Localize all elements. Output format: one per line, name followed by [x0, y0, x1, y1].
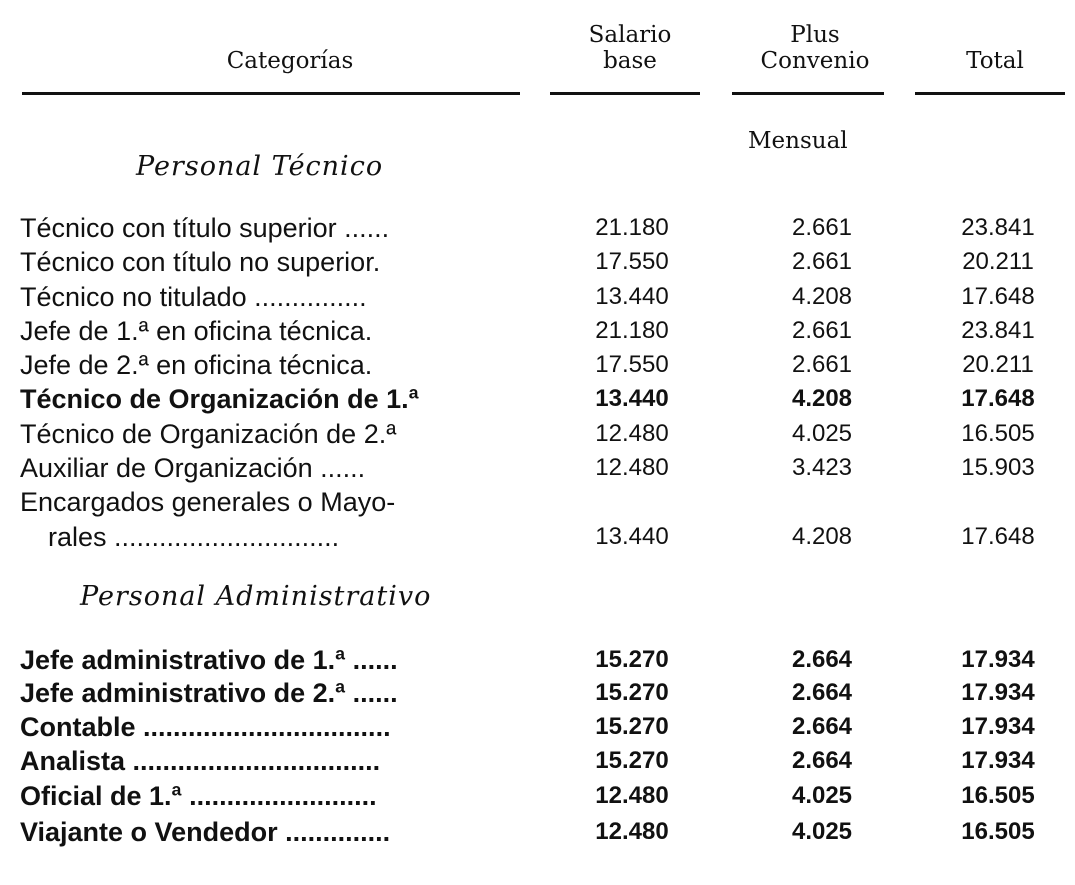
- cell-salario-base: 15.270: [595, 747, 669, 774]
- table-row: [0, 417, 1075, 451]
- cell-salario-base: 17.550: [595, 351, 669, 378]
- header-categories-label: Categorías: [226, 48, 354, 74]
- header-salario-line1: Salario: [588, 22, 672, 48]
- cell-total: 17.934: [961, 713, 1035, 740]
- header-plus-line2: Convenio: [760, 48, 870, 74]
- cell-total: 17.648: [961, 283, 1035, 310]
- header-rule-total: [915, 92, 1065, 95]
- row-category-continuation: rales ..............................: [48, 522, 340, 552]
- cell-total: 20.211: [962, 351, 1034, 378]
- cell-plus-convenio: 2.664: [791, 646, 853, 673]
- header-total: [930, 48, 1060, 74]
- table-row: [0, 710, 1075, 744]
- header-plus-line1: Plus: [790, 22, 840, 48]
- table-row: [0, 643, 1075, 677]
- unit-label-mensual: Mensual: [748, 128, 848, 154]
- table-row: [0, 676, 1075, 710]
- cell-plus-convenio: 4.025: [791, 782, 853, 809]
- cell-plus-convenio: 2.661: [791, 351, 853, 378]
- section-title-personal-tecnico: Personal Técnico: [136, 151, 384, 182]
- cell-salario-base: 15.270: [595, 679, 669, 706]
- row-category: Técnico con título superior ......: [20, 213, 390, 243]
- table-row: [0, 280, 1075, 314]
- cell-total: 17.934: [961, 747, 1035, 774]
- cell-plus-convenio: 2.664: [791, 679, 853, 706]
- row-category: Analista .................................: [20, 746, 381, 776]
- cell-total: 20.211: [962, 248, 1034, 275]
- cell-plus-convenio: 4.208: [791, 385, 853, 412]
- cell-plus-convenio: 3.423: [791, 454, 853, 481]
- cell-total: 17.934: [961, 646, 1035, 673]
- row-category: Jefe administrativo de 1.ª ......: [20, 645, 398, 675]
- cell-salario-base: 12.480: [595, 420, 669, 447]
- row-category: Auxiliar de Organización ......: [20, 453, 366, 483]
- header-salario-line2: base: [603, 48, 657, 74]
- cell-total: 17.934: [961, 679, 1035, 706]
- header-plus-convenio: [735, 22, 895, 74]
- cell-salario-base: 12.480: [595, 454, 669, 481]
- cell-salario-base: 12.480: [595, 818, 669, 845]
- cell-salario-base: 21.180: [595, 214, 669, 241]
- cell-salario-base: 13.440: [595, 523, 669, 550]
- row-category: Viajante o Vendedor ..............: [20, 817, 391, 847]
- row-category: Jefe administrativo de 2.ª ......: [20, 678, 398, 708]
- table-row: [0, 211, 1075, 245]
- cell-salario-base: 13.440: [595, 283, 669, 310]
- row-category: Técnico no titulado ...............: [20, 282, 367, 312]
- cell-salario-base: 21.180: [595, 317, 669, 344]
- header-rule-categories: [22, 92, 520, 95]
- cell-plus-convenio: 2.664: [791, 713, 853, 740]
- header-total-label: Total: [966, 48, 1024, 74]
- table-row: [0, 382, 1075, 416]
- table-row: [0, 348, 1075, 382]
- cell-total: 16.505: [961, 818, 1035, 845]
- row-category: Jefe de 2.ª en oficina técnica.: [20, 350, 373, 380]
- row-category: Técnico con título no superior.: [20, 247, 381, 277]
- row-category: Encargados generales o Mayo-: [20, 487, 396, 517]
- cell-salario-base: 17.550: [595, 248, 669, 275]
- table-row: [0, 779, 1075, 813]
- header-rule-plus: [732, 92, 884, 95]
- table-row: [0, 744, 1075, 778]
- cell-total: 15.903: [961, 454, 1035, 481]
- cell-plus-convenio: 4.025: [791, 420, 853, 447]
- cell-plus-convenio: 2.661: [791, 248, 853, 275]
- cell-total: 17.648: [961, 523, 1035, 550]
- cell-salario-base: 15.270: [595, 713, 669, 740]
- cell-total: 16.505: [961, 420, 1035, 447]
- header-salario-base: [560, 22, 700, 74]
- cell-plus-convenio: 2.664: [791, 747, 853, 774]
- cell-plus-convenio: 2.661: [791, 214, 853, 241]
- cell-total: 23.841: [961, 214, 1035, 241]
- row-category: Contable .................................: [20, 712, 391, 742]
- cell-plus-convenio: 4.208: [791, 523, 853, 550]
- cell-plus-convenio: 4.025: [791, 818, 853, 845]
- header-rule-salario: [550, 92, 700, 95]
- table-row: [0, 245, 1075, 279]
- header-categories: [195, 48, 385, 74]
- cell-total: 17.648: [961, 385, 1035, 412]
- table-row: [0, 815, 1075, 849]
- cell-total: 16.505: [961, 782, 1035, 809]
- row-category: Jefe de 1.ª en oficina técnica.: [20, 316, 373, 346]
- row-category: Oficial de 1.ª .........................: [20, 781, 377, 811]
- row-category: Técnico de Organización de 2.ª: [20, 419, 397, 449]
- table-row-wrapped-first-line: [0, 485, 1075, 519]
- cell-plus-convenio: 4.208: [791, 283, 853, 310]
- cell-salario-base: 13.440: [595, 385, 669, 412]
- table-row: [0, 520, 1075, 554]
- cell-plus-convenio: 2.661: [791, 317, 853, 344]
- table-row: [0, 451, 1075, 485]
- section-title-personal-administrativo: Personal Administrativo: [80, 581, 432, 612]
- cell-salario-base: 12.480: [595, 782, 669, 809]
- cell-total: 23.841: [961, 317, 1035, 344]
- cell-salario-base: 15.270: [595, 646, 669, 673]
- table-row: [0, 314, 1075, 348]
- row-category: Técnico de Organización de 1.ª: [20, 384, 419, 414]
